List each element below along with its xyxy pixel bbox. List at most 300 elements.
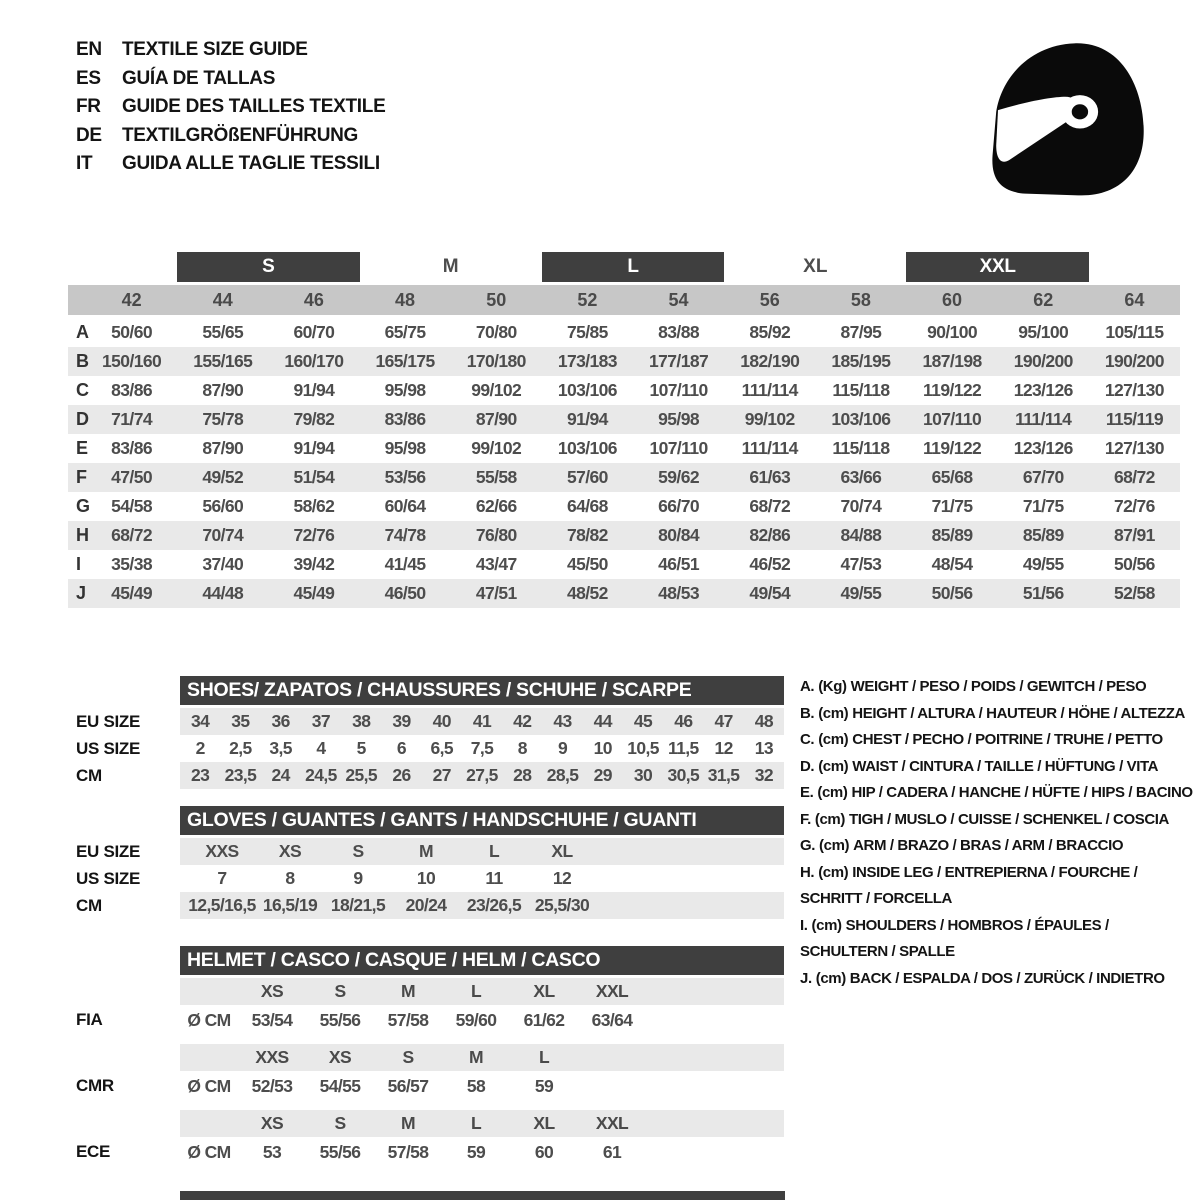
measurement-value: 107/110 — [923, 409, 982, 429]
measurement-value: 50/60 — [111, 322, 152, 342]
measurement-letter: E — [76, 438, 89, 458]
measurement-value: 160/170 — [284, 351, 344, 371]
helmet-size-label: XL — [533, 1113, 555, 1133]
gloves-value: S — [352, 841, 364, 861]
row-label: US SIZE — [76, 868, 141, 888]
legend-text: BACK / ESPALDA / DOS / ZURÜCK / INDIETRO — [849, 969, 1165, 987]
helmet-size-value: 58 — [466, 1075, 486, 1096]
measurement-value: 91/94 — [567, 409, 608, 429]
measurement-value: 91/94 — [293, 380, 335, 400]
shoes-value: 43 — [553, 711, 572, 731]
gloves-value: M — [419, 841, 433, 861]
size-group-label: XL — [803, 256, 828, 277]
measurement-value: 87/90 — [202, 438, 244, 458]
measurement-value: 61/63 — [749, 467, 791, 487]
gloves-value: 20/24 — [405, 895, 447, 915]
measurement-value: 74/78 — [384, 525, 426, 545]
shoes-value: 2 — [195, 738, 205, 758]
gloves-value: XXS — [205, 841, 239, 861]
size-number: 64 — [1124, 289, 1145, 310]
shoes-value: 12 — [714, 738, 733, 758]
measurement-value: 47/50 — [111, 467, 152, 487]
shoes-value: 47 — [714, 711, 733, 731]
measurement-value: 85/89 — [931, 525, 973, 545]
measurement-value: 71/75 — [931, 496, 973, 516]
measurement-row — [68, 405, 1180, 434]
measurement-value: 48/53 — [658, 583, 699, 603]
legend-unit: (cm) — [817, 784, 848, 801]
size-numbers-row — [68, 285, 1180, 315]
shoes-row — [76, 735, 784, 762]
measurement-value: 87/95 — [840, 322, 882, 342]
helmet-size-label: L — [470, 1113, 482, 1133]
measurement-value: 150/160 — [102, 351, 162, 371]
measurement-row — [68, 318, 1180, 347]
shoes-value: 27 — [432, 765, 451, 785]
measurement-value: 83/86 — [111, 438, 152, 458]
shoes-value: 46 — [674, 711, 693, 731]
measurement-value: 49/54 — [749, 583, 791, 603]
shoes-row — [76, 708, 784, 735]
size-number: 44 — [212, 289, 233, 310]
legend-text: HIP / CADERA / HANCHE / HÜFTE / HIPS / BACINO — [851, 784, 1193, 801]
legend-item — [800, 727, 1200, 754]
shoes-value: 6 — [396, 738, 407, 758]
measurement-legend — [800, 674, 1200, 992]
measurement-letter: C — [76, 380, 89, 400]
language-code: EN — [76, 39, 102, 60]
shoes-value: 13 — [754, 738, 773, 758]
measurement-value: 170/180 — [466, 351, 526, 371]
legend-item — [800, 966, 1200, 993]
measurement-value: 87/90 — [475, 409, 517, 429]
helmet-size-label: L — [470, 981, 482, 1001]
measurement-letter: F — [76, 467, 87, 487]
measurement-value: 119/122 — [923, 380, 982, 400]
size-number: 46 — [303, 289, 324, 310]
measurement-value: 49/52 — [202, 467, 244, 487]
next-table-header-partial — [180, 1191, 785, 1200]
shoes-value: 23 — [191, 765, 210, 785]
measurement-letter: I — [76, 554, 82, 574]
measurement-value: 95/98 — [384, 380, 426, 400]
helmet-size-label: XXL — [595, 1113, 629, 1133]
shoes-value: 9 — [557, 738, 568, 758]
measurement-value: 190/200 — [1104, 351, 1164, 371]
measurement-value: 60/70 — [293, 322, 335, 342]
measurement-value: 78/82 — [567, 525, 608, 545]
gloves-value: 25,5/30 — [534, 895, 590, 915]
legend-unit: (cm) — [818, 704, 849, 722]
measurement-value: 107/110 — [649, 380, 708, 400]
shoes-value: 27,5 — [466, 765, 498, 785]
size-number: 58 — [850, 289, 871, 310]
legend-key: C. — [800, 731, 815, 748]
shoes-value: 34 — [191, 711, 210, 731]
measurement-value: 85/89 — [1022, 525, 1064, 545]
shoes-value: 39 — [392, 711, 411, 731]
measurement-value: 111/114 — [1015, 409, 1072, 429]
language-title: GUÍA DE TALLAS — [122, 67, 276, 89]
legend-text: TIGH / MUSLO / CUISSE / SCHENKEL / COSCIA — [848, 810, 1169, 828]
size-number: 56 — [759, 289, 780, 310]
row-label: CM — [76, 895, 102, 915]
helmet-standard-label: CMR — [76, 1076, 114, 1095]
legend-unit: (Kg) — [818, 678, 847, 695]
measurement-value: 105/115 — [1105, 322, 1164, 342]
helmet-size-label: M — [401, 1113, 415, 1133]
legend-key: F. — [800, 810, 811, 828]
measurement-value: 190/200 — [1013, 351, 1073, 371]
helmet-table-header: HELMET / CASCO / CASQUE / HELM / CASCO — [180, 946, 784, 975]
shoes-value: 42 — [513, 711, 532, 731]
shoes-value: 6,5 — [430, 738, 453, 758]
legend-unit: (cm) — [814, 810, 845, 828]
helmet-size-table — [76, 946, 784, 1176]
shoes-value: 37 — [311, 711, 331, 731]
helmet-size-label: L — [538, 1047, 550, 1067]
measurement-value: 123/126 — [1013, 380, 1073, 400]
helmet-standard-section — [76, 1110, 784, 1167]
measurement-value: 62/66 — [475, 496, 517, 516]
legend-item — [800, 754, 1200, 781]
legend-key: J. — [800, 969, 812, 987]
measurement-value: 56/60 — [202, 496, 244, 516]
language-title: TEXTILE SIZE GUIDE — [122, 39, 308, 60]
measurement-letter: A — [76, 322, 89, 342]
language-row — [76, 36, 385, 65]
gloves-value: 10 — [416, 868, 436, 888]
gloves-value: 18/21,5 — [330, 895, 386, 915]
measurement-value: 50/56 — [931, 583, 973, 603]
size-group-box: S — [177, 252, 359, 282]
helmet-size-value: 59 — [534, 1075, 554, 1096]
measurement-row — [68, 521, 1180, 550]
gloves-value: 23/26,5 — [466, 895, 522, 915]
shoes-value: 28,5 — [546, 765, 579, 785]
measurement-value: 95/98 — [384, 438, 426, 458]
language-title: TEXTILGRÖßENFÜHRUNG — [122, 124, 359, 146]
shoes-value: 24 — [271, 765, 290, 785]
row-label: EU SIZE — [76, 711, 141, 731]
shoes-size-table — [76, 676, 784, 789]
helmet-size-label: XXS — [255, 1047, 289, 1067]
shoes-value: 28 — [513, 765, 532, 785]
shoes-value: 5 — [356, 738, 366, 758]
measurement-value: 50/56 — [1114, 554, 1155, 574]
legend-key: G. — [800, 837, 816, 854]
shoes-value: 3,5 — [269, 738, 292, 758]
shoes-value: 41 — [472, 711, 492, 731]
size-number: 60 — [942, 289, 963, 310]
measurement-value: 49/55 — [840, 583, 882, 603]
legend-key: I. — [800, 916, 808, 934]
helmet-unit-label: Ø CM — [187, 1075, 231, 1096]
measurement-value: 75/78 — [202, 409, 244, 429]
measurement-value: 70/74 — [840, 496, 882, 516]
helmet-size-value: 55/56 — [319, 1009, 361, 1030]
measurement-value: 58/62 — [293, 496, 335, 516]
size-group-row — [68, 252, 1180, 282]
legend-item — [800, 860, 1200, 913]
measurement-value: 127/130 — [1104, 380, 1164, 400]
helmet-size-label: XS — [260, 1113, 284, 1133]
shoes-value: 44 — [593, 711, 612, 731]
measurement-value: 54/58 — [111, 496, 152, 516]
measurement-value: 41/45 — [384, 554, 426, 574]
measurement-value: 84/88 — [840, 525, 882, 545]
measurement-value: 87/90 — [202, 380, 244, 400]
measurement-value: 82/86 — [749, 525, 791, 545]
measurement-value: 68/72 — [1114, 467, 1155, 487]
helmet-size-label: S — [402, 1047, 414, 1067]
measurement-value: 45/49 — [111, 583, 152, 603]
measurement-value: 111/114 — [741, 380, 798, 400]
size-number: 48 — [395, 289, 416, 310]
measurement-value: 91/94 — [293, 438, 335, 458]
language-title: GUIDE DES TAILLES TEXTILE — [122, 96, 386, 117]
measurement-value: 65/75 — [384, 322, 426, 342]
gloves-value: XL — [551, 841, 573, 861]
measurement-value: 115/118 — [832, 380, 890, 400]
helmet-size-value: 61/62 — [523, 1009, 565, 1030]
measurement-value: 52/58 — [1114, 583, 1155, 603]
legend-unit: (cm) — [811, 916, 842, 934]
racing-helmet-icon — [978, 35, 1160, 202]
helmet-unit-label: Ø CM — [187, 1141, 231, 1162]
helmet-size-value: 53 — [262, 1141, 282, 1162]
shoes-value: 38 — [352, 711, 371, 731]
helmet-size-value: 63/64 — [591, 1009, 633, 1030]
language-code: ES — [76, 67, 101, 89]
helmet-size-value: 59/60 — [455, 1009, 497, 1030]
size-number: 42 — [121, 289, 142, 310]
legend-item — [800, 833, 1200, 860]
helmet-size-value: 59 — [466, 1141, 486, 1162]
measurement-value: 127/130 — [1104, 438, 1164, 458]
legend-text: HEIGHT / ALTURA / HAUTEUR / HÖHE / ALTEZZA — [852, 704, 1185, 722]
helmet-standard-label: FIA — [76, 1010, 103, 1029]
measurement-row — [68, 347, 1180, 376]
language-title-list — [76, 36, 385, 179]
measurement-value: 103/106 — [557, 380, 617, 400]
measurement-value: 85/92 — [749, 322, 791, 342]
gloves-row — [76, 838, 784, 865]
measurement-value: 63/66 — [840, 467, 882, 487]
language-code: DE — [76, 124, 102, 146]
helmet-sizes-row — [180, 1110, 784, 1137]
measurement-value: 39/42 — [293, 554, 335, 574]
measurement-value: 60/64 — [384, 496, 426, 516]
main-size-table — [68, 252, 1180, 608]
measurement-value: 95/100 — [1018, 322, 1069, 342]
shoes-value: 25,5 — [345, 765, 378, 785]
shoes-value: 30 — [633, 765, 653, 785]
shoes-value: 45 — [633, 711, 653, 731]
measurement-value: 46/51 — [658, 554, 699, 574]
measurement-value: 115/119 — [1105, 409, 1163, 429]
measurement-value: 44/48 — [202, 583, 244, 603]
shoes-value: 36 — [271, 711, 290, 731]
legend-unit: (cm) — [815, 969, 846, 987]
measurement-value: 182/190 — [740, 351, 800, 371]
measurement-value: 46/52 — [749, 554, 791, 574]
measurement-value: 80/84 — [658, 525, 699, 545]
gloves-value: XS — [278, 841, 302, 861]
legend-text: ARM / BRAZO / BRAS / ARM / BRACCIO — [853, 837, 1124, 854]
measurement-value: 103/106 — [831, 409, 891, 429]
measurement-value: 46/50 — [384, 583, 426, 603]
size-number: 50 — [486, 289, 507, 310]
measurement-value: 103/106 — [557, 438, 617, 458]
measurement-value: 83/88 — [658, 322, 699, 342]
helmet-size-value: 56/57 — [387, 1075, 429, 1096]
helmet-size-value: 53/54 — [251, 1009, 293, 1030]
measurement-value: 79/82 — [293, 409, 335, 429]
legend-text: INSIDE LEG / ENTREPIERNA / FOURCHE / SCHRITT / FORCELLA — [800, 863, 1138, 907]
measurement-row — [68, 579, 1180, 608]
helmet-size-value: 52/53 — [251, 1075, 293, 1096]
helmet-size-label: XS — [260, 981, 284, 1001]
measurement-value: 75/85 — [567, 322, 608, 342]
measurement-value: 111/114 — [741, 438, 798, 458]
shoes-table-header: SHOES/ ZAPATOS / CHAUSSURES / SCHUHE / SCARPE — [180, 676, 784, 705]
measurement-letter: G — [76, 496, 91, 516]
helmet-values-row — [76, 1071, 784, 1101]
shoes-row — [76, 762, 784, 789]
size-number: 62 — [1033, 289, 1054, 310]
measurement-value: 47/53 — [840, 554, 882, 574]
helmet-size-value: 55/56 — [319, 1141, 361, 1162]
helmet-size-label: M — [469, 1047, 483, 1067]
shoes-value: 48 — [754, 711, 773, 731]
measurement-value: 71/75 — [1022, 496, 1064, 516]
shoes-value: 30,5 — [667, 765, 700, 785]
shoes-value: 8 — [517, 738, 527, 758]
legend-key: D. — [800, 757, 815, 775]
legend-key: E. — [800, 784, 814, 801]
measurement-value: 68/72 — [111, 525, 152, 545]
legend-text: WEIGHT / PESO / POIDS / GEWITCH / PESO — [850, 678, 1147, 695]
measurement-value: 45/49 — [293, 583, 335, 603]
legend-text: WAIST / CINTURA / TAILLE / HÜFTUNG / VITA — [852, 757, 1159, 775]
legend-unit: (cm) — [818, 863, 849, 881]
legend-item — [800, 780, 1200, 807]
measurement-value: 66/70 — [658, 496, 699, 516]
shoes-value: 32 — [754, 765, 773, 785]
measurement-value: 99/102 — [471, 438, 522, 458]
measurement-value: 55/65 — [202, 322, 244, 342]
measurement-value: 53/56 — [384, 467, 426, 487]
gloves-value: L — [488, 841, 500, 861]
helmet-sizes-row — [180, 978, 784, 1005]
gloves-value: 8 — [285, 868, 295, 888]
shoes-value: 23,5 — [224, 765, 257, 785]
legend-key: A. — [800, 678, 815, 695]
measurement-value: 177/187 — [649, 351, 709, 371]
helmet-size-label: XS — [328, 1047, 352, 1067]
shoes-value: 4 — [316, 738, 326, 758]
measurement-value: 83/86 — [384, 409, 426, 429]
helmet-size-value: 61 — [602, 1141, 622, 1162]
legend-text: SHOULDERS / HOMBROS / ÉPAULES / SCHULTERN / SPALLE — [800, 916, 1109, 960]
shoes-value: 10,5 — [627, 738, 659, 758]
measurement-letter: D — [76, 409, 89, 429]
language-row — [76, 122, 385, 151]
language-title: GUIDA ALLE TAGLIE TESSILI — [122, 153, 380, 174]
shoes-value: 26 — [392, 765, 411, 785]
measurement-value: 99/102 — [744, 409, 795, 429]
gloves-value: 16,5/19 — [262, 895, 318, 915]
measurement-value: 65/68 — [931, 467, 973, 487]
measurement-value: 119/122 — [923, 438, 982, 458]
measurement-value: 155/165 — [193, 351, 253, 371]
measurement-value: 51/56 — [1022, 583, 1064, 603]
helmet-size-label: M — [401, 981, 415, 1001]
gloves-value: 12 — [552, 868, 572, 888]
gloves-table-header: GLOVES / GUANTES / GANTS / HANDSCHUHE / GUANTI — [180, 806, 784, 835]
legend-item — [800, 701, 1200, 728]
gloves-value: 11 — [485, 868, 503, 888]
gloves-row — [76, 865, 784, 892]
language-row — [76, 93, 385, 122]
measurement-value: 37/40 — [202, 554, 244, 574]
measurement-letter: J — [76, 583, 87, 603]
legend-unit: (cm) — [818, 757, 849, 775]
helmet-standard-section — [76, 1044, 784, 1101]
measurement-value: 185/195 — [831, 351, 891, 371]
spacer — [68, 285, 86, 315]
measurement-value: 67/70 — [1022, 467, 1064, 487]
helmet-unit-label: Ø CM — [187, 1009, 231, 1030]
measurement-row — [68, 434, 1180, 463]
measurement-letter: H — [76, 525, 89, 545]
gloves-row — [76, 892, 784, 919]
measurement-value: 99/102 — [471, 380, 522, 400]
shoes-value: 11,5 — [667, 738, 699, 758]
row-label: EU SIZE — [76, 841, 141, 861]
measurement-value: 55/58 — [475, 467, 517, 487]
legend-unit: (cm) — [818, 731, 849, 748]
measurement-value: 57/60 — [567, 467, 608, 487]
shoes-value: 29 — [593, 765, 612, 785]
legend-item — [800, 913, 1200, 966]
gloves-value: 12,5/16,5 — [188, 895, 256, 915]
gloves-size-table — [76, 806, 784, 919]
legend-text: CHEST / PECHO / POITRINE / TRUHE / PETTO — [852, 731, 1163, 748]
helmet-size-label: S — [334, 1113, 346, 1133]
measurement-value: 43/47 — [475, 554, 517, 574]
legend-item — [800, 807, 1200, 834]
measurement-value: 51/54 — [293, 467, 335, 487]
measurement-value: 48/54 — [931, 554, 973, 574]
helmet-size-value: 57/58 — [387, 1141, 429, 1162]
helmet-size-value: 54/55 — [319, 1075, 361, 1096]
measurement-value: 115/118 — [832, 438, 890, 458]
legend-key: H. — [800, 863, 815, 881]
shoes-value: 2,5 — [229, 738, 252, 758]
helmet-standard-section — [76, 978, 784, 1035]
measurement-value: 83/86 — [111, 380, 152, 400]
legend-key: B. — [800, 704, 815, 722]
shoes-value: 24,5 — [305, 765, 337, 785]
language-code: FR — [76, 96, 101, 117]
measurement-value: 165/175 — [375, 351, 435, 371]
row-label: CM — [76, 765, 102, 785]
measurement-value: 123/126 — [1013, 438, 1073, 458]
gloves-value: 9 — [353, 868, 363, 888]
measurement-value: 90/100 — [927, 322, 978, 342]
